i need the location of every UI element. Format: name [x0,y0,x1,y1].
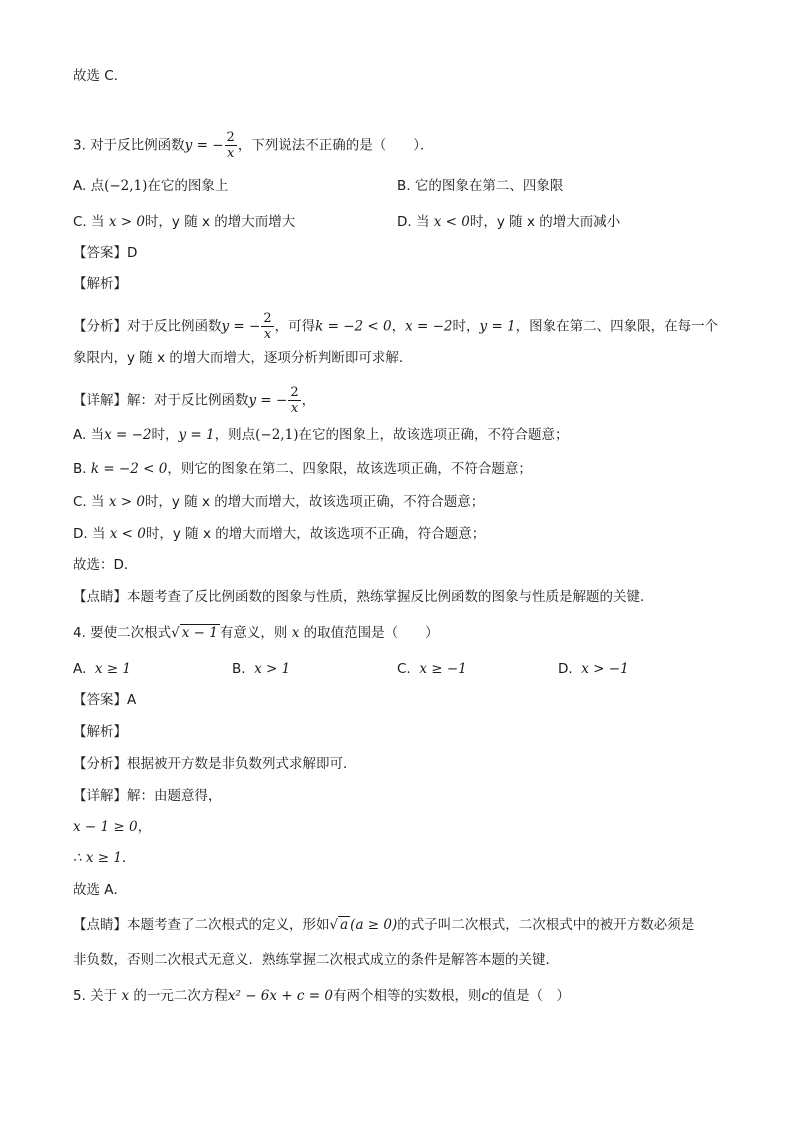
q3-fenxi-frac-num: 2 [263,311,272,326]
q3-stem-before: 3. 对于反比例函数 [73,137,185,154]
q3-xiangjie-frac-den: x [290,401,299,416]
q4-dianjing-line1 [73,915,694,935]
q3-detail-c-2: x > 0 [108,494,145,510]
q4-step1-tail: ， [137,819,152,835]
q3-detail-a-7: 在它的图象上，故该选项正确，不符合题意； [298,427,569,443]
q4-stem-x: x [291,625,300,641]
q4-option-d [558,659,629,679]
q3-xiangjie-eq: = − [256,392,288,409]
q3-fenxi-1a: 【分析】对于反比例函数 [73,318,222,335]
q4-step2-expr: ∴ x ≥ 1 [73,850,122,866]
q3-option-c-pre: C. 当 [73,214,105,230]
q4-option-d-label: D. [558,661,573,677]
q4-option-b-value: x > 1 [254,661,291,677]
q3-option-d-pre: D. 当 [397,214,430,230]
q3-detail-a-5: ，则点 [214,427,256,443]
q5-stem-b: 的一元二次方程 [133,988,228,1004]
q3-fenxi-line2: 象限内，y 随 x 的增大而增大，逐项分析判断即可求解． [73,350,413,366]
q3-option-b: B. 它的图象在第二、四象限 [397,178,564,194]
q3-detail-c-1: C. 当 [73,494,105,510]
q3-option-a-point: (−2,1) [104,178,148,194]
q4-option-a [73,659,131,679]
q3-detail-b-3: ，则它的图象在第二、四象限，故该选项正确，不符合题意； [167,461,532,477]
q4-option-b-label: B. [232,661,246,677]
q3-eq: = − [192,137,224,154]
q4-stem [73,623,439,643]
q3-fenxi-1f: 时， [452,318,480,335]
q3-option-a-label: A. 点 [73,178,105,194]
q3-detail-a-4: y = 1 [178,427,215,443]
q4-xiangjie: 【详解】解：由题意得， [73,788,222,804]
q4-sqrt: √ x − 1 [171,625,218,641]
q3-fenxi-1h: ，图象在第二、四象限，在每一个 [515,318,719,335]
q3-stem [73,130,434,161]
q5-stem-a: 5. 关于 [73,988,118,1004]
q3-option-d-cond: x < 0 [433,214,470,230]
q4-option-c-label: C. [397,661,411,677]
q3-answer: 【答案】D [73,245,138,261]
q3-fenxi-1b: ，可得 [274,318,316,335]
q3-option-c [73,212,295,232]
q3-detail-a-1: A. 当 [73,427,105,443]
q3-fenxi-1g: y = 1 [479,318,516,335]
q3-xiangjie-a: 【详解】解：对于反比例函数 [73,392,249,409]
q5-stem-x: x [121,988,130,1004]
q3-detail-b [73,459,532,479]
q3-option-d-tail: 时，y 随 x 的增大而减小 [469,214,621,230]
q4-stem-c: 的取值范围是（ ） [303,625,439,641]
q4-stem-a: 4. 要使二次根式 [73,625,172,641]
q5-stem-cvar: c [481,988,490,1004]
q4-dianjing-1b: 的式子叫二次根式，二次根式中的被开方数必须是 [397,917,695,933]
q3-frac-num: 2 [226,130,235,145]
q4-dianjing-line2: 非负数，否则二次根式无意义．熟练掌握二次根式成立的条件是解答本题的关键． [73,952,559,968]
q2-conclusion: 故选 C． [73,68,128,84]
q3-detail-d-3: 时，y 随 x 的增大而增大，故该选项不正确，符合题意； [145,526,486,542]
q3-detail-b-1: B. [73,461,87,477]
q3-y: y [184,137,193,154]
q3-fenxi-eq: = − [229,318,261,335]
q3-xiangjie-fraction [288,385,300,416]
q4-step1 [73,817,151,837]
q3-fenxi-1e: x = −2 [405,318,453,335]
q5-stem-c: 有两个相等的实数根，则 [332,988,482,1004]
q3-option-d [397,212,620,232]
q3-dianjing: 【点睛】本题考查了反比例函数的图象与性质，熟练掌握反比例函数的图象与性质是解题的关键． [73,589,654,605]
q3-fenxi-y: y [221,318,230,335]
q4-jiexi: 【解析】 [73,724,127,740]
q3-detail-a-3: 时， [151,427,179,443]
q3-detail-a-6: (−2,1) [255,427,299,443]
q3-fenxi-line1 [73,311,718,342]
q3-detail-d [73,524,485,544]
q5-stem-eq: x² − 6x + c = 0 [227,988,333,1004]
q4-option-c [397,659,467,679]
q3-fenxi-1d: ， [391,318,406,335]
q4-sqrt-radicand: x − 1 [181,625,218,641]
q3-detail-d-2: x < 0 [109,526,146,542]
q4-answer: 【答案】A [73,692,137,708]
q3-xiangjie-frac-num: 2 [290,385,299,400]
q3-detail-d-1: D. 当 [73,526,106,542]
q3-option-a [73,176,228,196]
q4-guxuan: 故选 A． [73,882,128,898]
q4-option-c-value: x ≥ −1 [419,661,467,677]
q3-detail-a-2: x = −2 [104,427,152,443]
q4-option-d-value: x > −1 [581,661,629,677]
q4-step2 [73,848,135,868]
q5-stem [73,986,570,1006]
q4-dianjing-cond: (a ≥ 0) [350,917,398,933]
q3-guxuan: 故选：D． [73,557,138,573]
q4-fenxi: 【分析】根据被开方数是非负数列式求解即可． [73,756,357,772]
q4-option-a-value: x ≥ 1 [94,661,131,677]
q3-option-c-tail: 时，y 随 x 的增大而增大 [144,214,296,230]
q3-option-c-cond: x > 0 [108,214,145,230]
q5-stem-d: 的值是（ ） [489,988,571,1004]
q3-detail-c-3: 时，y 随 x 的增大而增大，故该选项正确，不符合题意； [144,494,485,510]
q4-dianjing-1a: 【点睛】本题考查了二次根式的定义，形如 [73,917,330,933]
q3-fenxi-1c: k = −2 < 0 [315,318,392,335]
q4-option-a-label: A. [73,661,87,677]
q3-detail-a [73,425,568,445]
q3-option-a-tail: 在它的图象上 [147,178,229,194]
q3-fenxi-fraction [261,311,273,342]
q3-fraction [225,130,237,161]
q3-stem-after: ，下列说法不正确的是（ ）． [237,137,434,154]
q3-frac-den: x [227,146,235,161]
q3-xiangjie [73,385,315,416]
q3-xiangjie-y: y [248,392,257,409]
q4-step1-expr: x − 1 ≥ 0 [73,819,138,835]
q3-fenxi-frac-den: x [263,327,272,342]
q3-xiangjie-b: ， [301,392,316,409]
q3-jiexi: 【解析】 [73,276,127,292]
q4-stem-b: 有意义，则 [219,625,288,641]
q4-option-b [232,659,290,679]
q4-dianjing-sqrt: √ a [329,917,349,933]
q4-step2-tail: ． [121,850,136,866]
q3-detail-b-2: k = −2 < 0 [90,461,168,477]
q4-dianjing-radicand: a [340,917,349,933]
q3-detail-c [73,492,484,512]
